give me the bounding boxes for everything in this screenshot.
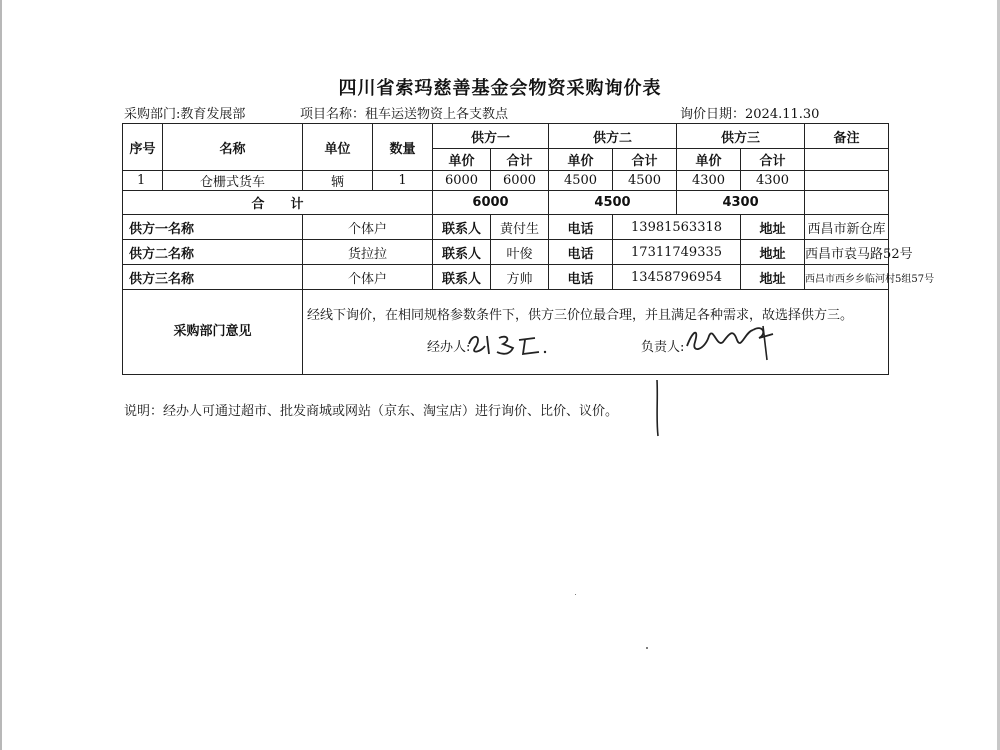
supplier-row-1 (123, 215, 889, 240)
s3-unit-price-header: 单价 (677, 149, 741, 171)
supplier1-address-label: 地址 (741, 215, 805, 240)
supplier1-label: 供方一名称 (123, 215, 303, 240)
purchase-department: 采购部门:教育发展部 (124, 107, 246, 122)
item-unit: 辆 (303, 171, 373, 191)
project-name: 项目名称：租车运送物资上各支教点 (300, 107, 509, 122)
supplier1-phone: 13981563318 (613, 215, 741, 240)
supplier1-address: 西昌市新仓库 (805, 215, 889, 240)
supplier3-phone: 13458796954 (613, 265, 741, 290)
opinion-label (123, 290, 303, 375)
supplier1-phone-label: 电话 (549, 215, 613, 240)
item-s1-total: 6000 (491, 171, 549, 191)
header-supplier2: 供方二 (549, 124, 677, 149)
supplier2-contact-label: 联系人 (433, 240, 491, 265)
supplier2-phone: 17311749335 (613, 240, 741, 265)
supplier2-name: 货拉拉 (303, 240, 433, 265)
opinion-label-text: 采购部门意见 (173, 324, 252, 339)
header-name: 名称 (163, 124, 303, 171)
supplier2-label: 供方二名称 (123, 240, 303, 265)
item-s3-total: 4300 (741, 171, 805, 191)
supplier2-phone-label: 电话 (549, 240, 613, 265)
supplier3-contact-label: 联系人 (433, 265, 491, 290)
supplier3-address-label: 地址 (741, 265, 805, 290)
item-qty: 1 (373, 171, 433, 191)
footnote: 说明：经办人可通过超市、批发商城或网站（京东、淘宝店）进行询价、比价、议价。 (124, 404, 619, 419)
supplier1-contact: 黄付生 (491, 215, 549, 240)
total-s3: 4300 (677, 191, 805, 215)
responsible-signature (683, 320, 793, 360)
header-qty: 数量 (373, 124, 433, 171)
total-s1: 6000 (433, 191, 549, 215)
s3-subtotal-header: 合计 (741, 149, 805, 171)
supplier3-name: 个体户 (303, 265, 433, 290)
s2-subtotal-header: 合计 (613, 149, 677, 171)
item-s3-price: 4300 (677, 171, 741, 191)
supplier-row-3 (123, 265, 889, 290)
signature-tail-stroke (650, 380, 664, 438)
s2-unit-price-header: 单价 (549, 149, 613, 171)
supplier2-contact: 叶俊 (491, 240, 549, 265)
header-remark: 备注 (805, 124, 889, 149)
header-unit: 单位 (303, 124, 373, 171)
item-remark (805, 171, 889, 191)
handler-signature (463, 326, 553, 360)
total-row (123, 191, 889, 215)
scan-speck (575, 594, 576, 595)
item-s1-price: 6000 (433, 171, 491, 191)
supplier3-label: 供方三名称 (123, 265, 303, 290)
header-row (123, 124, 889, 149)
supplier1-contact-label: 联系人 (433, 215, 491, 240)
responsible-label: 负责人: (641, 340, 685, 355)
item-s2-price: 4500 (549, 171, 613, 191)
supplier-row-2 (123, 240, 889, 265)
supplier2-address-label: 地址 (741, 240, 805, 265)
supplier1-name: 个体户 (303, 215, 433, 240)
item-row (123, 171, 889, 191)
inquiry-date: 询价日期：2024.11.30 (680, 107, 820, 122)
total-label: 合 计 (123, 191, 433, 215)
item-seq: 1 (123, 171, 163, 191)
supplier3-phone-label: 电话 (549, 265, 613, 290)
header-seq: 序号 (123, 124, 163, 171)
inquiry-table (122, 123, 935, 375)
scan-speck (646, 647, 648, 649)
supplier3-address: 西昌市西乡乡临河村5组57号 (805, 265, 889, 290)
item-s2-total: 4500 (613, 171, 677, 191)
opinion-cell (303, 290, 889, 375)
supplier3-contact: 方帅 (491, 265, 549, 290)
header-supplier3: 供方三 (677, 124, 805, 149)
remark-empty (805, 149, 889, 171)
header-supplier1: 供方一 (433, 124, 549, 149)
total-remark (805, 191, 889, 215)
handler-label: 经办人: (427, 340, 471, 355)
total-s2: 4500 (549, 191, 677, 215)
s1-unit-price-header: 单价 (433, 149, 491, 171)
item-name: 仓栅式货车 (163, 171, 303, 191)
s1-subtotal-header: 合计 (491, 149, 549, 171)
page-title: 四川省索玛慈善基金会物资采购询价表 (338, 78, 662, 99)
opinion-text: 经线下询价，在相同规格参数条件下，供方三价位最合理，并且满足各种需求，故选择供方三。 (307, 308, 854, 323)
opinion-row (123, 290, 889, 375)
supplier2-address: 西昌市袁马路52号 (805, 240, 889, 265)
